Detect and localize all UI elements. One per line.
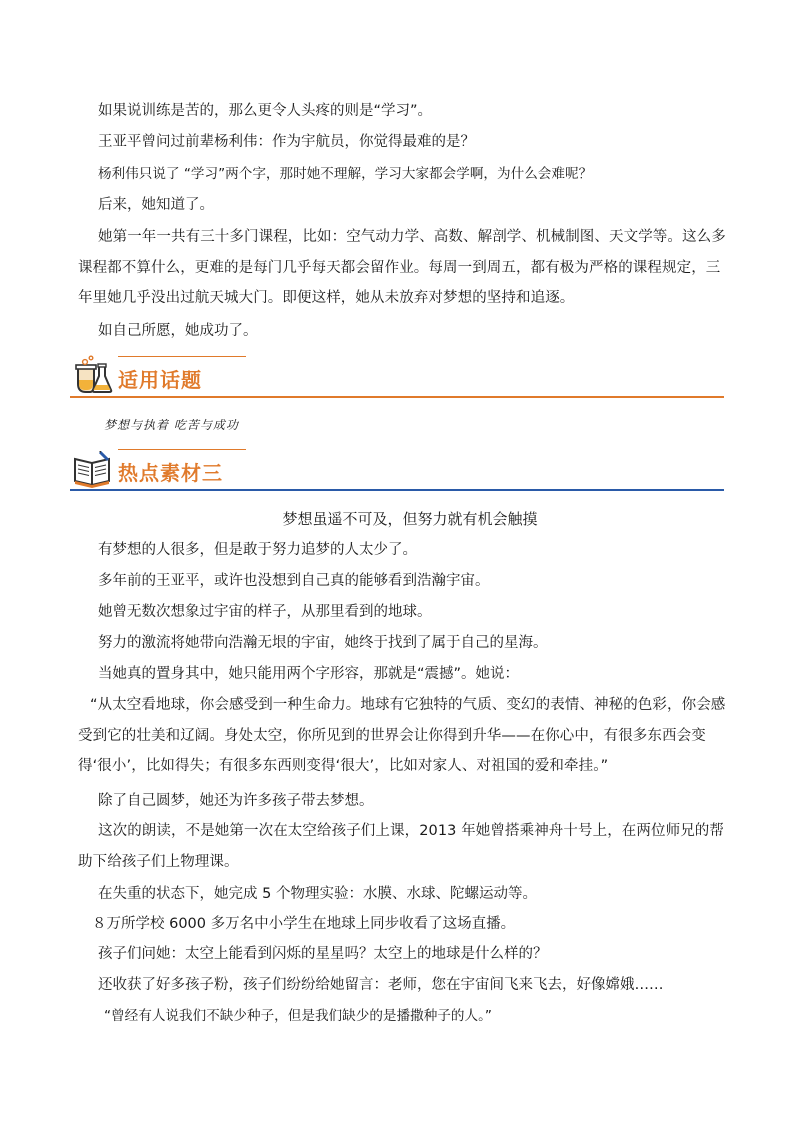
text-line: 孩子们问她：太空上能看到闪烁的星星吗？太空上的地球是什么样的？ [98,946,548,962]
text-line: 她曾无数次想象过宇宙的样子，从那里看到的地球。 [98,604,432,620]
text-line: 多年前的王亚平，或许也没想到自己真的能够看到浩瀚宇宙。 [98,573,490,589]
text-line: 如自己所愿，她成功了。 [98,323,258,339]
text-line: 如果说训练是苦的，那么更令人头疼的则是“学习”。 [98,103,433,119]
quote-paragraph: “从太空看地球，你会感受到一种生命力。地球有它独特的气质、变幻的表情、神秘的色彩，你会感受到它的壮美和辽阔。身处太空，你所见到的世界会让你得到升华——在你心中，有很多东西会变得‘很小’，比如得失；有很多东西则变得‘很大’，比如对家人、对祖国的爱和牵挂。” [78,697,726,774]
text-line: 除了自己圆梦，她还为许多孩子带去梦想。 [98,793,374,809]
section-header-material [70,447,724,491]
paragraph: 这次的朗读，不是她第一次在太空给孩子们上课，2013 年她曾搭乘神舟十号上，在两位师兄的帮助下给孩子们上物理课。 [78,823,725,870]
section-title: 适用话题 [118,368,202,392]
text-line: 有梦想的人很多，但是敢于努力追梦的人太少了。 [98,542,417,558]
header-accent-line [118,449,246,450]
paragraph: 她第一年一共有三十多门课程，比如：空气动力学、高数、解剖学、机械制图、天文学等。这么多课程都不算什么，更难的是每门几乎每天都会留作业。每周一到周五，都有极为严格的课程规定，三年里她几乎没出过航天城大门。即便这样，她从未放弃对梦想的坚持和追逐。 [78,229,726,306]
book-icon [72,447,112,487]
text-line: ８万所学校 6000 多万名中小学生在地球上同步收看了这场直播。 [92,916,516,932]
material-heading: 梦想虽遥不可及，但努力就有机会触摸 [282,510,538,528]
section-divider [70,489,724,491]
text-line: “曾经有人说我们不缺少种子，但是我们缺少的是播撒种子的人。” [104,1008,492,1024]
text-line: 杨利伟只说了 “学习”两个字，那时她不理解，学习大家都会学啊，为什么会难呢？ [98,166,593,182]
header-accent-line [118,356,246,357]
section-title: 热点素材三 [118,461,223,485]
text-line: 在失重的状态下，她完成 5 个物理实验：水膜、水球、陀螺运动等。 [98,886,537,902]
text-line: 当她真的置身其中，她只能用两个字形容，那就是“震撼”。她说： [98,666,520,682]
text-line: 后来，她知道了。 [98,197,214,213]
flask-icon [72,354,112,394]
section-header-topics [70,354,724,398]
text-line: 还收获了好多孩子粉，孩子们纷纷给她留言：老师，您在宇宙间飞来飞去，好像嫦娥…… [98,977,664,993]
section-divider [70,396,724,398]
text-line: 王亚平曾问过前辈杨利伟：作为宇航员，你觉得最难的是？ [98,134,475,150]
text-line: 努力的激流将她带向浩瀚无垠的宇宙，她终于找到了属于自己的星海。 [98,635,548,651]
topic-tags: 梦想与执着 吃苦与成功 [104,418,239,432]
